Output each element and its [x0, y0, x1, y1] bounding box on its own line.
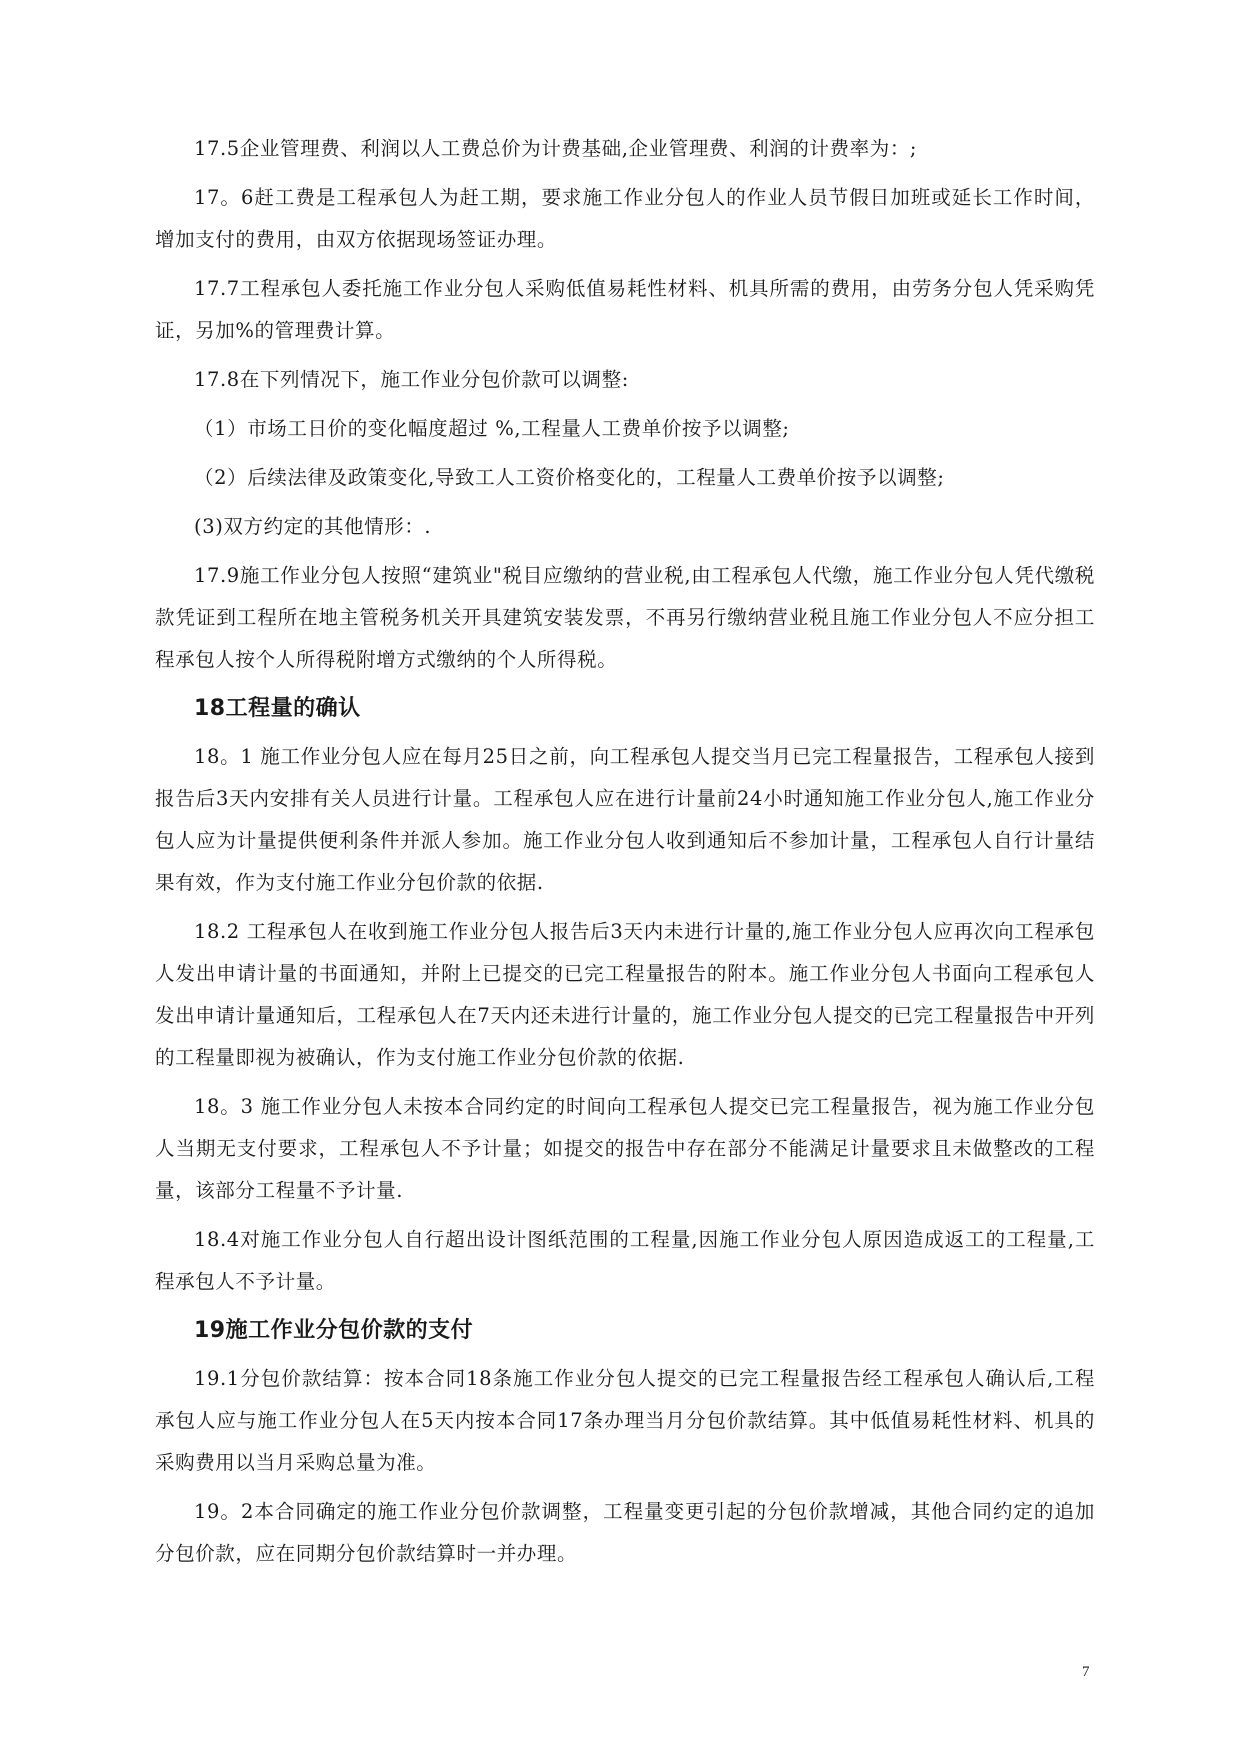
- paragraph-19-2: 19。2本合同确定的施工作业分包价款调整，工程量变更引起的分包价款增减，其他合同约定的追加分包价款，应在同期分包价款结算时一并办理。: [155, 1500, 1095, 1565]
- page-content: [155, 128, 1095, 1582]
- section-heading-18: 18工程量的确认: [194, 696, 361, 721]
- paragraph-18-4: 18.4对施工作业分包人自行超出设计图纸范围的工程量,因施工作业分包人原因造成返工的工程量,工程承包人不予计量。: [155, 1228, 1095, 1293]
- paragraph-17-6: 17。6赶工费是工程承包人为赶工期，要求施工作业分包人的作业人员节假日加班或延长工作时间，增加支付的费用，由双方依据现场签证办理。: [155, 186, 1095, 251]
- paragraph-18-3: 18。3 施工作业分包人未按本合同约定的时间向工程承包人提交已完工程量报告，视为施工作业分包人当期无支付要求，工程承包人不予计量；如提交的报告中存在部分不能满足计量要求且未做整改的工程量，该部分工程量不予计量.: [155, 1095, 1095, 1202]
- paragraph-17-7: 17.7工程承包人委托施工作业分包人采购低值易耗性材料、机具所需的费用，由劳务分包人凭采购凭证，另加%的管理费计算。: [155, 277, 1095, 342]
- paragraph-17-5: 17.5企业管理费、利润以人工费总价为计费基础,企业管理费、利润的计费率为：;: [194, 137, 918, 160]
- section-heading-19: 19施工作业分包价款的支付: [194, 1318, 474, 1343]
- page-number: 7: [1082, 1664, 1090, 1680]
- paragraph-18-1: 18。1 施工作业分包人应在每月25日之前，向工程承包人提交当月已完工程量报告，工程承包人接到报告后3天内安排有关人员进行计量。工程承包人应在进行计量前24小时通知施工作业分包人,施工作业分包人应为计量提供便利条件并派人参加。施工作业分包人收到通知后不参加计量，工程承包人自行计量结果有效，作为支付施工作业分包价款的依据.: [155, 745, 1095, 894]
- paragraph-17-8-item-2: （2）后续法律及政策变化,导致工人工资价格变化的，工程量人工费单价按予以调整;: [194, 466, 945, 489]
- paragraph-19-1: 19.1分包价款结算：按本合同18条施工作业分包人提交的已完工程量报告经工程承包人确认后,工程承包人应与施工作业分包人在5天内按本合同17条办理当月分包价款结算。其中低值易耗性材料、机具的采购费用以当月采购总量为准。: [155, 1367, 1095, 1474]
- paragraph-18-2: 18.2 工程承包人在收到施工作业分包人报告后3天内未进行计量的,施工作业分包人应再次向工程承包人发出申请计量的书面通知，并附上已提交的已完工程量报告的附本。施工作业分包人书面向工程承包人发出申请计量通知后，工程承包人在7天内还未进行计量的，施工作业分包人提交的已完工程量报告中开列的工程量即视为被确认，作为支付施工作业分包价款的依据.: [155, 920, 1095, 1069]
- paragraph-17-8-item-1: （1）市场工日价的变化幅度超过 %,工程量人工费单价按予以调整;: [194, 417, 790, 440]
- paragraph-17-8-item-3: (3)双方约定的其他情形：.: [194, 515, 432, 538]
- paragraph-17-9: 17.9施工作业分包人按照“建筑业"税目应缴纳的营业税,由工程承包人代缴，施工作业分包人凭代缴税款凭证到工程所在地主管税务机关开具建筑安装发票，不再另行缴纳营业税且施工作业分包人不应分担工程承包人按个人所得税附增方式缴纳的个人所得税。: [155, 564, 1095, 671]
- paragraph-17-8: 17.8在下列情况下，施工作业分包价款可以调整:: [194, 368, 629, 391]
